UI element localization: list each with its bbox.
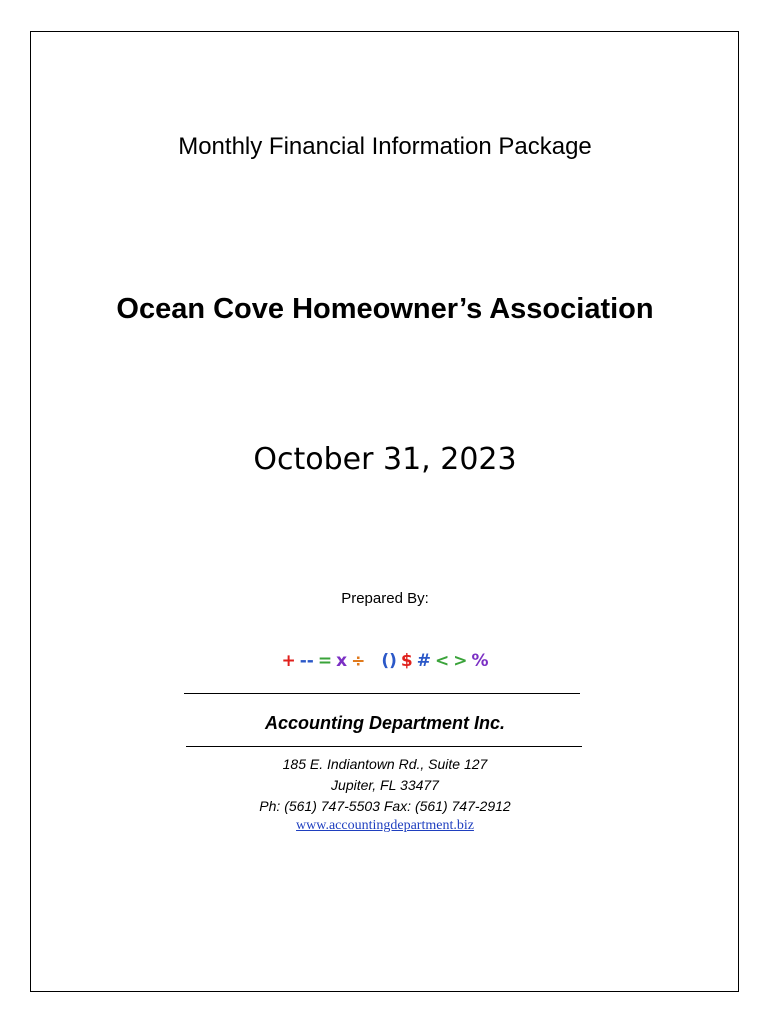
company-address-line2: Jupiter, FL 33477: [331, 777, 439, 793]
accounting-symbols-logo: [0, 651, 770, 671]
report-date: October 31, 2023: [253, 442, 517, 477]
logo-symbol: $: [400, 651, 413, 671]
logo-symbol: x: [336, 651, 348, 671]
website-line: [0, 818, 770, 834]
company-name: Accounting Department Inc.: [264, 713, 506, 733]
prepared-by-label: Prepared By:: [341, 590, 429, 607]
company-address-line1: 185 E. Indiantown Rd., Suite 127: [282, 756, 488, 772]
logo-symbol: =: [317, 651, 333, 671]
logo-symbol: (): [381, 651, 397, 671]
logo-symbol: #: [416, 651, 431, 671]
divider-top: [184, 693, 580, 694]
logo-symbol: +: [281, 651, 296, 671]
logo-symbol: --: [299, 651, 314, 671]
association-name: Ocean Cove Homeowner’s Association: [116, 293, 654, 325]
logo-symbol: >: [453, 651, 468, 671]
logo-symbol: ÷: [351, 651, 366, 671]
package-title: Monthly Financial Information Package: [178, 133, 592, 160]
company-phone-fax: Ph: (561) 747-5503 Fax: (561) 747-2912: [259, 798, 511, 814]
divider-bottom: [186, 746, 582, 747]
page-border: [30, 31, 739, 992]
logo-symbol: %: [471, 651, 489, 671]
website-link[interactable]: www.accountingdepartment.biz: [296, 818, 474, 833]
logo-symbol: <: [434, 651, 450, 671]
